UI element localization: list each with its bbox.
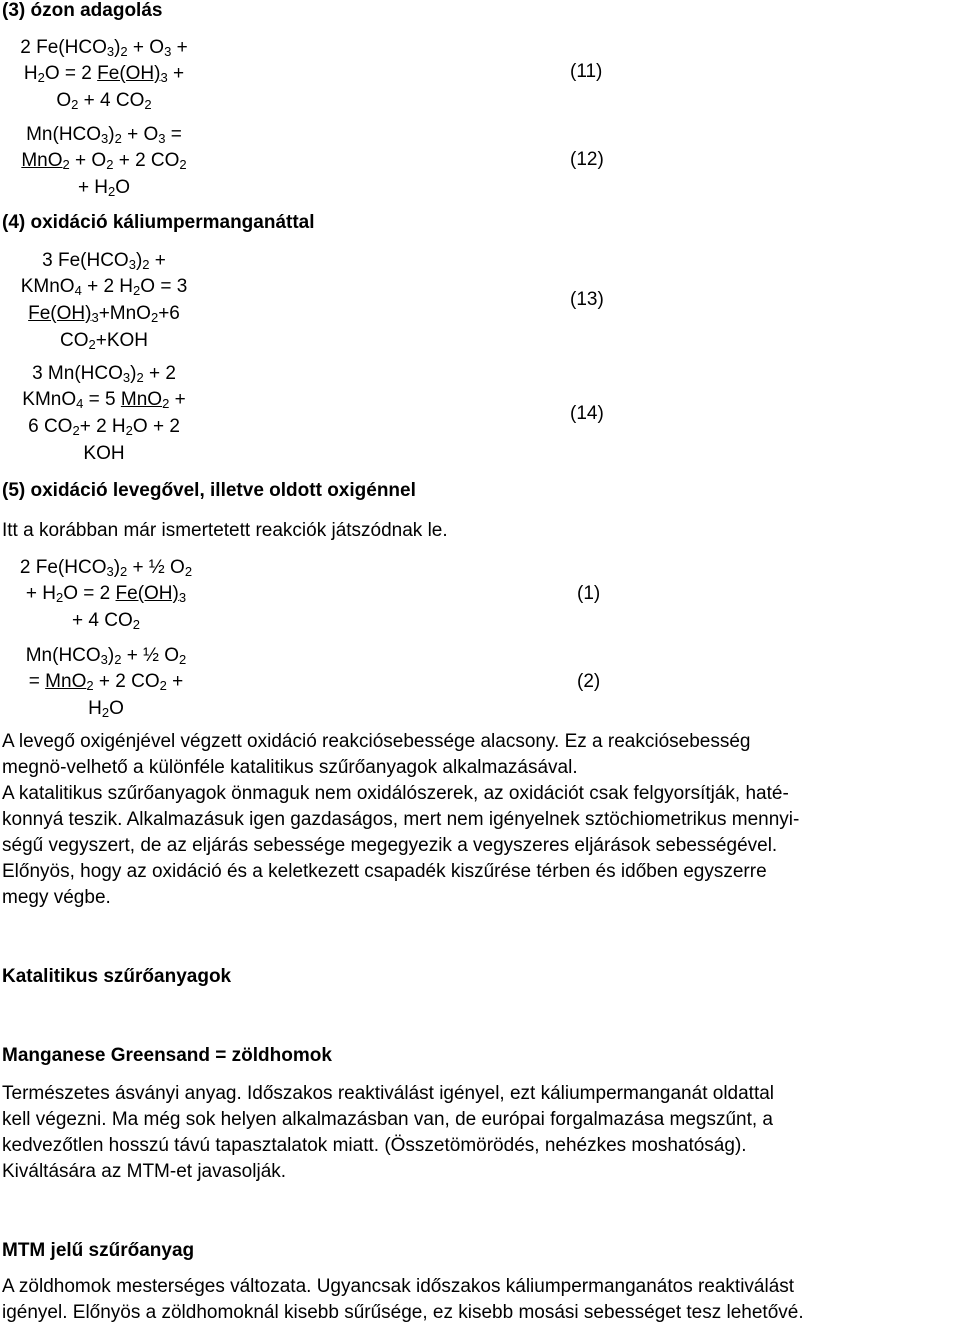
equation-line <box>0 583 212 605</box>
text-line: Kiváltására az MTM-et javasolják. <box>2 1161 287 1182</box>
text-line: ségű vegyszert, de az eljárás sebessége megegyezik a vegyszeres eljárások sebességével. <box>2 835 778 856</box>
text-line: A katalitikus szűrőanyagok önmaguk nem oxidálószerek, az oxidációt csak felgyorsítják, haté- <box>2 783 789 804</box>
subscript: 2 <box>144 97 152 112</box>
formula-text: ) <box>114 37 121 58</box>
equation-line <box>0 63 208 85</box>
equation-line <box>0 250 208 272</box>
subscript: 3 <box>160 70 168 85</box>
subscript: 3 <box>128 257 136 272</box>
heading-air: (5) oxidáció levegővel, illetve oldott oxigénnel <box>2 480 416 501</box>
subscript: 2 <box>150 310 159 325</box>
formula-text: O = 3 <box>140 276 188 297</box>
equation-line <box>0 389 208 411</box>
formula-text: +6 <box>158 303 180 324</box>
subscript: 2 <box>108 184 116 199</box>
formula-text: + ½ O <box>121 645 180 666</box>
precipitate-formula: MnO <box>120 389 163 410</box>
subscript: 2 <box>120 564 128 579</box>
subscript: 2 <box>133 283 141 298</box>
subscript: 3 <box>100 652 108 667</box>
formula-text: Mn(HCO <box>26 124 102 145</box>
formula-text: CO <box>59 330 89 351</box>
formula-text: +KOH <box>95 330 148 351</box>
formula-text: + O <box>121 124 159 145</box>
text-line: A zöldhomok mesterséges változata. Ugyancsak időszakos káliumpermanganátos reaktiválást <box>2 1276 795 1297</box>
formula-text: O = 2 <box>44 63 98 84</box>
paragraph-mtm <box>2 1274 957 1326</box>
subscript: 2 <box>101 705 110 720</box>
subscript: 2 <box>125 423 133 438</box>
formula-text: +MnO <box>98 303 151 324</box>
precipitate-formula: MnO <box>45 671 87 692</box>
formula-text: KMnO <box>22 389 77 410</box>
subscript: 3 <box>101 131 109 146</box>
formula-text: O = 2 <box>63 583 116 604</box>
subscript: 3 <box>91 310 99 325</box>
text-line: konnyá teszik. Alkalmazásuk igen gazdaságos, mert nem igényelnek sztöchiometrikus mennyi- <box>2 809 800 830</box>
formula-text: H <box>23 63 38 84</box>
subscript: 2 <box>184 564 193 579</box>
subscript: 2 <box>106 157 114 172</box>
subscript: 4 <box>76 396 84 411</box>
equation-number: (2) <box>577 671 601 692</box>
equation-line <box>0 90 208 112</box>
formula-text: 6 CO <box>28 416 73 437</box>
text-line: Természetes ásványi anyag. Időszakos reaktiválást igényel, ezt káliumpermanganát oldattal <box>2 1083 775 1104</box>
equation-line <box>0 363 208 385</box>
text-line: kedvezőtlen hosszú távú tapasztalatok miatt. (Összetömörödés, nehézkes moshatóság). <box>2 1135 747 1156</box>
equation-line <box>0 610 212 632</box>
formula-text: ) <box>130 363 137 384</box>
formula-text: ) <box>108 124 115 145</box>
formula-text: 2 Fe(HCO <box>20 37 107 58</box>
formula-text: O <box>109 698 124 719</box>
equation-line <box>0 124 208 146</box>
equation-line <box>0 645 212 667</box>
text-line: megnö-velhető a különféle katalitikus szűrőanyagok alkalmazásával. <box>2 757 578 778</box>
subscript: 2 <box>72 423 80 438</box>
equation-number: (11) <box>570 61 603 82</box>
subscript: 2 <box>37 70 45 85</box>
subscript: 2 <box>114 652 122 667</box>
formula-text: + O <box>69 150 107 171</box>
subscript: 3 <box>164 44 172 59</box>
formula-text: = <box>28 671 46 692</box>
equation-line <box>0 37 208 59</box>
text-line: megy végbe. <box>2 887 111 908</box>
text-line: A levegő oxigénjével végzett oxidáció reakciósebessége alacsony. Ez a reakciósebesség <box>2 731 751 752</box>
formula-text: + ½ O <box>127 557 185 578</box>
formula-text: = 5 <box>83 389 121 410</box>
formula-text: 3 Mn(HCO <box>32 363 123 384</box>
formula-text: + 4 CO <box>72 610 133 631</box>
heading-mtm: MTM jelű szűrőanyag <box>2 1240 195 1261</box>
equation-line <box>0 698 212 720</box>
equation-number: (13) <box>570 289 604 310</box>
equation-line <box>0 150 208 172</box>
subscript: 3 <box>122 370 131 385</box>
equation-line <box>0 177 208 199</box>
subscript: 2 <box>88 337 96 352</box>
formula-text: + O <box>127 37 165 58</box>
subscript: 2 <box>132 617 140 632</box>
heading-ozone: (3) ózon adagolás <box>2 0 163 21</box>
subscript: 2 <box>62 157 70 172</box>
subscript: 4 <box>74 283 82 298</box>
formula-text: + 2 H <box>81 276 134 297</box>
precipitate-formula: MnO <box>21 150 63 171</box>
subscript: 2 <box>136 370 144 385</box>
equation-line <box>0 303 208 325</box>
formula-text: + <box>169 389 186 410</box>
subscript: 2 <box>120 44 128 59</box>
formula-text: O <box>56 90 72 111</box>
formula-text: + <box>167 63 185 84</box>
subscript: 3 <box>106 564 114 579</box>
paragraph-greensand <box>2 1081 957 1185</box>
formula-text: + <box>166 671 184 692</box>
equation-line <box>0 557 212 579</box>
formula-text: O <box>115 177 131 198</box>
paragraph-catalytic <box>2 729 957 911</box>
formula-text: + H <box>77 177 109 198</box>
precipitate-formula: Fe(OH) <box>97 63 161 84</box>
precipitate-formula: Fe(OH) <box>115 583 179 604</box>
subscript: 2 <box>179 652 187 667</box>
heading-filters: Katalitikus szűrőanyagok <box>2 966 232 987</box>
subscript: 2 <box>114 131 122 146</box>
formula-text: ) <box>107 645 115 666</box>
subscript: 2 <box>162 396 170 411</box>
formula-text: Mn(HCO <box>25 645 101 666</box>
formula-text: + 4 CO <box>78 90 145 111</box>
equation-number: (12) <box>570 149 604 170</box>
subscript: 2 <box>142 257 150 272</box>
precipitate-formula: Fe(OH) <box>28 303 92 324</box>
equation-number: (1) <box>577 583 601 604</box>
equation-line <box>0 671 212 693</box>
text-line: Előnyös, hogy az oxidáció és a keletkezett csapadék kiszűrése térben és időben egyszerre <box>2 861 767 882</box>
formula-text: KMnO <box>20 276 75 297</box>
formula-text: + 2 CO <box>93 671 160 692</box>
subscript: 2 <box>86 678 94 693</box>
heading-kmno4: (4) oxidáció káliumpermanganáttal <box>2 212 315 233</box>
subscript: 3 <box>106 44 115 59</box>
equation-line <box>0 330 208 352</box>
formula-text: KOH <box>83 443 125 464</box>
subscript: 2 <box>179 157 187 172</box>
formula-text: + <box>149 250 166 271</box>
subscript: 3 <box>158 131 166 146</box>
subscript: 2 <box>56 590 64 605</box>
formula-text: + <box>171 37 188 58</box>
formula-text: ) <box>135 250 143 271</box>
formula-text: ) <box>113 557 121 578</box>
formula-text: + 2 <box>143 363 176 384</box>
intro-air: Itt a korábban már ismertetett reakciók játszódnak le. <box>2 520 448 541</box>
formula-text: H <box>88 698 102 719</box>
formula-text: O + 2 <box>132 416 180 437</box>
formula-text: + 2 H <box>79 416 126 437</box>
heading-greensand: Manganese Greensand = zöldhomok <box>2 1045 332 1066</box>
equation-line <box>0 276 208 298</box>
formula-text: + H <box>25 583 57 604</box>
equation-line <box>0 416 208 438</box>
text-line: kell végezni. Ma még sok helyen alkalmazásban van, de európai forgalmazása megszűnt, a <box>2 1109 773 1130</box>
subscript: 2 <box>159 678 167 693</box>
subscript: 2 <box>71 97 79 112</box>
text-line: igényel. Előnyös a zöldhomoknál kisebb sűrűsége, ez kisebb mosási sebességet tesz lehetővé. <box>2 1302 804 1323</box>
formula-text: 3 Fe(HCO <box>42 250 129 271</box>
formula-text: + 2 CO <box>113 150 180 171</box>
formula-text: 2 Fe(HCO <box>19 557 107 578</box>
subscript: 3 <box>178 590 187 605</box>
formula-text: = <box>165 124 182 145</box>
equation-number: (14) <box>570 403 604 424</box>
equation-line <box>0 443 208 465</box>
